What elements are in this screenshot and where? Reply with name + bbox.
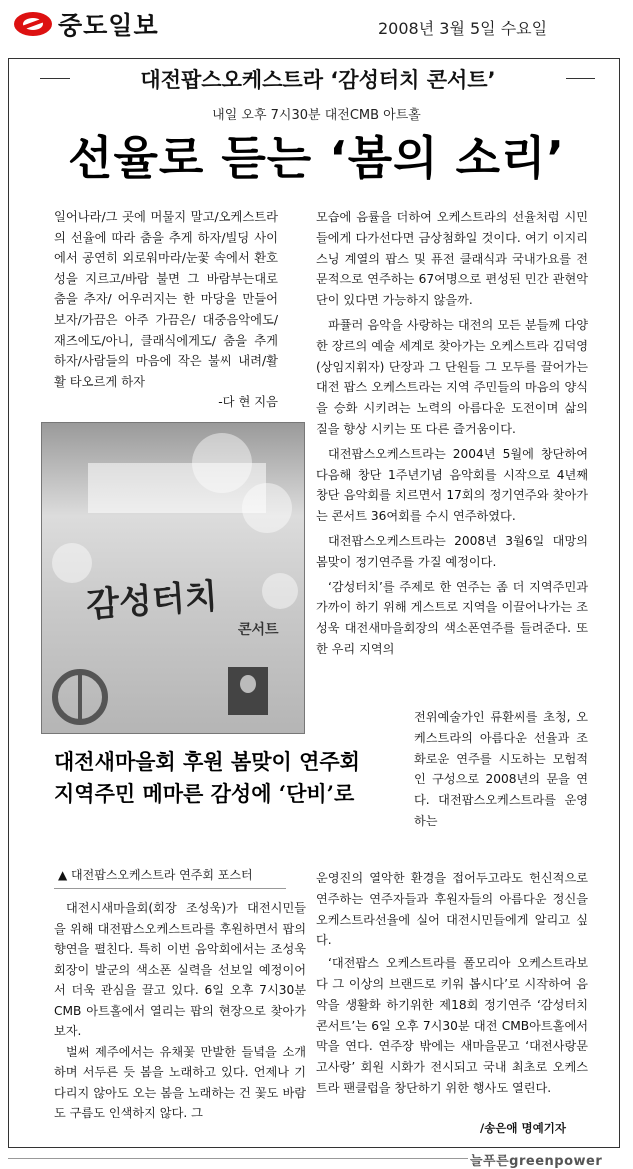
body-right-column — [316, 207, 588, 664]
paragraph: 모습에 음률을 더하여 오케스트라의 선율처럼 시민들에게 다가선다면 금상첨화일 것이다. 여기 이지리스닝 계열의 팝스 및 퓨전 클래식과 국내가요를 전문적으로 연주하는 67여명으로 편성된 민간 관현악단이 있다면 가능하지 않을까. — [316, 210, 588, 308]
logo-icon — [14, 12, 52, 36]
paragraph: 대전팝스오케스트라는 2008년 3월6일 대망의 봄맞이 정기연주를 가질 예정이다. — [316, 533, 588, 569]
section-footer: 늘푸른greenpower — [470, 1154, 603, 1169]
paragraph: ‘대전팝스 오케스트라를 폴모리아 오케스트라보다 그 이상의 브랜드로 키워 봅시다’로 시작하여 음악을 생활화 하기위한 제18회 정기연주 ‘감성터치콘서트’는 6일 오후 7시30분 대전 CMB아트홀에서 막을 연다. 연주장 밖에는 새마을문고 ‘대전사랑문고사랑’ 회원 시화가 전시되고 국내 최초로 오케스트라 팬클럽을 창단하기 위한 행사도 열린다. — [316, 956, 588, 1095]
subheadline-line-1: 대전새마을회 후원 봄맞이 연주회 — [54, 749, 360, 774]
paragraph: 대전시새마을회(회장 조성욱)가 대전시민들을 위해 대전팝스오케스트라를 후원하면서 팝의 향연을 펼친다. 특히 이번 음악회에서는 조성욱 회장이 발군의 색소폰 실력을 선보일 예정이어서 더욱 관심을 끌고 있다. 6일 오후 7시30분 CMB 아트홀에서 열리는 팝의 현장으로 찾아가보자. — [54, 901, 306, 1038]
article-kicker: 대전팝스오케스트라 ‘감성터치 콘서트’ — [70, 64, 566, 94]
portrait-photo — [228, 667, 268, 715]
paragraph: 대전팝스오케스트라는 2004년 5월에 창단하여 다음해 창단 1주년기념 음악회를 시작으로 4년째 창단 음악회를 치르면서 17회의 정기연주와 찾아가는 콘서트 36여회를 수시 연주하였다. — [316, 446, 588, 524]
paragraph: ‘감성터치’를 주제로 한 연주는 좀 더 지역주민과 가까이 하기 위해 게스트로 지역을 이끌어나가는 조성욱 대전새마을회장의 색소폰연주를 들려준다. 또한 우리 지역의 — [316, 579, 588, 656]
body-right-narrow-column: 전위예술가인 류환씨를 초청, 오케스트라의 아름다운 선율과 조화로운 연주를 시도하는 모험적인 구성으로 2008년의 문을 연다. 대전팝스오케스트라를 운영하는 — [414, 710, 588, 828]
footer-rule — [8, 1158, 468, 1159]
article-subheadline — [54, 746, 414, 810]
poster-caption: ▲ 대전팝스오케스트라 연주회 포스터 — [58, 868, 253, 882]
article-headline: 선율로 듣는 ‘봄의 소리’ — [68, 131, 565, 185]
poem-block — [54, 207, 278, 413]
poster-subtitle: 콘서트 — [238, 622, 279, 638]
caption-rule — [54, 888, 286, 889]
issue-date: 2008년 3월 5일 수요일 — [378, 19, 548, 38]
paragraph: 운영진의 열악한 환경을 접어두고라도 헌신적으로 연주하는 연주자들과 후원자들의 아름다운 정신을 오케스트라선율에 실어 대전시민들에게 알리고 싶다. — [316, 871, 588, 948]
poster-title: 감성터치 — [85, 576, 219, 626]
newspaper-logo — [14, 6, 204, 42]
body-right-bottom-column — [316, 868, 588, 1101]
subheadline-line-2: 지역주민 메마른 감성에 ‘단비’로 — [54, 781, 355, 806]
reporter-byline: /송은애 명예기자 — [480, 1121, 566, 1135]
paragraph: 파퓰러 음악을 사랑하는 대전의 모든 분들께 다양한 장르의 예술 세계로 찾아가는 오케스트라 김덕영(상임지휘자) 단장과 그 단원들 그 모두를 끌어가는 대전 팝스 오케스트라는 지역 주민들의 마음의 양식을 승화 시키려는 노력의 아름다운 도전이며 삶의 질을 향상 시키는 또 다른 즐거움이다. — [316, 317, 588, 436]
article-subtitle: 내일 오후 7시30분 대전CMB 아트홀 — [212, 108, 421, 123]
newspaper-name: 중도일보 — [58, 11, 159, 40]
wheel-illustration — [52, 669, 108, 725]
poem-text: 일어나라/그 곳에 머물지 말고/오케스트라의 선율에 따라 춤을 추게 하자/빌딩 사이에서 공연히 외로워마라/눈꽃 속에서 환호성을 지르고/바람 불면 그 바람부는대로 춤을 추자/ 어우러지는 한 마당을 만들어보자/가끔은 아주 가끔은/ 대중음악에도/ 재즈에도/아니, 클래식에게도/ 춤을 추게 하자/사람들의 마음에 작은 불씨 내려/활활 타오르게 하자 — [54, 210, 278, 389]
concert-poster-image — [41, 422, 305, 734]
body-left-column — [54, 898, 306, 1124]
paragraph: 벌써 제주에서는 유채꽃 만발한 들녘을 소개하며 서두른 듯 봄을 노래하고 있다. 언제나 기다리지 않아도 오는 봄을 노래하는 건 꽃도 바람도 구름도 인색하지 않다. 그 — [54, 1044, 306, 1120]
poem-author: -다 현 지음 — [218, 395, 278, 410]
